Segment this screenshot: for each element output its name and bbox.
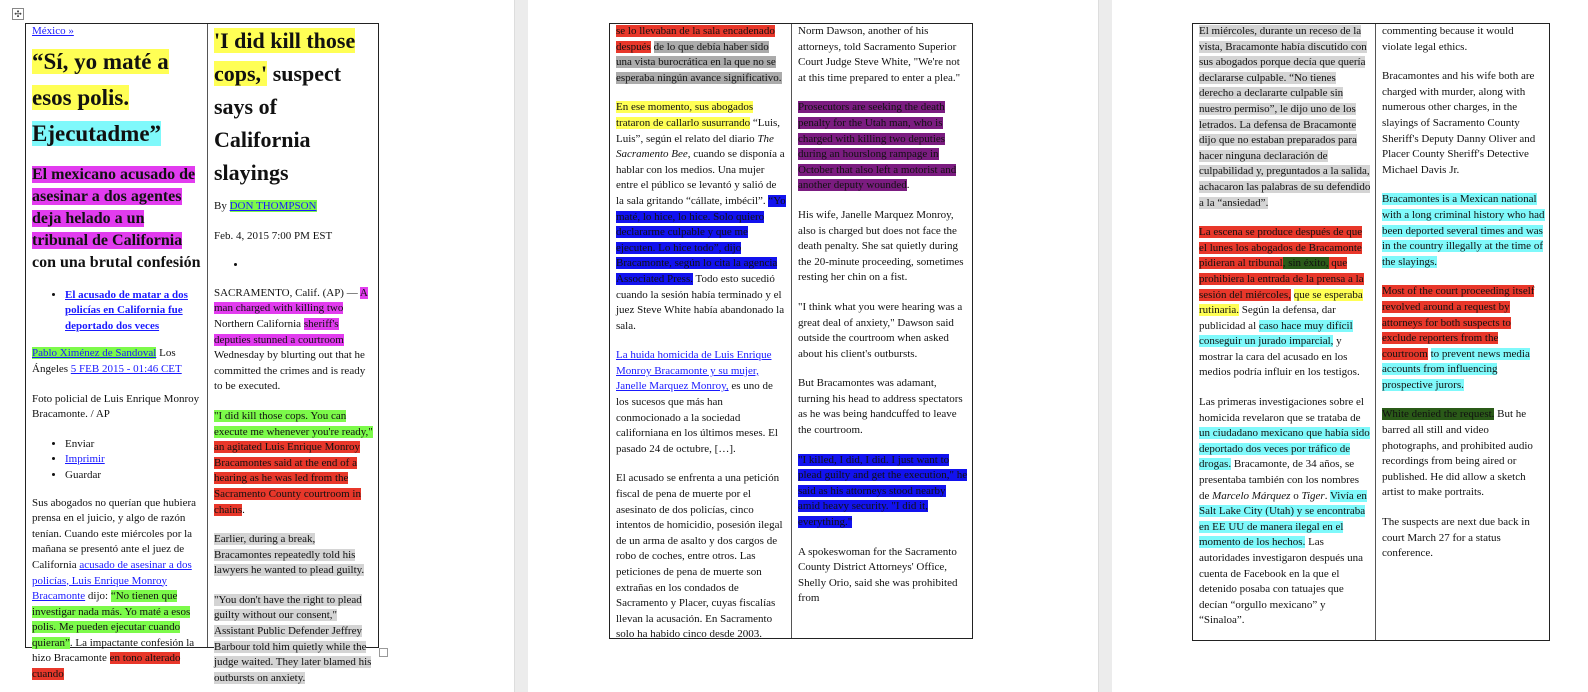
paragraph	[616, 24, 787, 86]
table-cell-english[interactable]	[207, 24, 378, 684]
paragraph	[616, 348, 787, 457]
text-run: Los Ángeles	[32, 347, 176, 375]
highlighted-text: se lo llevaban de la sala encadenado después	[616, 25, 775, 53]
paragraph	[616, 471, 787, 643]
text-run: Enviar	[65, 437, 95, 450]
paragraph	[616, 100, 787, 334]
document-page-3	[1112, 0, 1588, 692]
link[interactable]: El acusado de matar a dos policías en California fue deportado dos veces	[65, 288, 188, 332]
highlighted-text: Bracamontes is a Mexican national with a long criminal history who had been deported several times and was in the country illegally at the time of the slayings.	[1382, 193, 1545, 268]
text-run: dijo:	[85, 590, 111, 603]
paragraph	[1382, 24, 1545, 55]
text-run: es uno de los sucesos que más han conmocionado a la sociedad californiana en los últimos meses. El pasado 24 de octubre, […].	[616, 380, 778, 455]
highlighted-text: que se esperaba rutinaria.	[1199, 288, 1363, 317]
paragraph	[214, 532, 374, 579]
highlighted-text: El miércoles, durante un receso de la vista, Bracamonte había discutido con sus abogados porque decía que quería declararse culpable. “No tienes derecho a declararte culpable sin nuestro permiso”, le dijo uno de los letrados. La defensa de Bracamonte dijo que no estaban preparados para hacer ninguna declaración de culpabilidad y, preguntados a la salida, achacaron las palabras de su defendido a la “ansiedad”.	[1199, 25, 1371, 209]
table-cell-spanish[interactable]	[610, 24, 791, 641]
text-run: Foto policial de Luis Enrique Monroy Bracamonte. / AP	[32, 392, 200, 421]
highlighted-text: 'I did kill those cops,'	[214, 28, 356, 86]
highlighted-text: un ciudadano mexicano que había sido deportado dos veces por tráfico de drogas.	[1199, 427, 1370, 471]
text-run: , cuando se disponía a hablar con los medios. Una mujer entre el público se levantó y salió de la sala gritando “cállate, imbécil”.	[616, 148, 785, 207]
text-run: Todo esto sucedió cuando la sesión había terminado y el juez Steve White había abandonado la sala.	[616, 272, 785, 332]
text-run: By	[214, 200, 230, 212]
paragraph	[798, 300, 968, 362]
text-run: .	[242, 503, 245, 516]
table-cell-english[interactable]	[791, 24, 972, 638]
text-run: .	[906, 179, 910, 192]
breadcrumb	[32, 24, 203, 40]
paragraph	[1382, 69, 1545, 178]
text-run: Sus abogados no querían que hubiera prensa en el juicio, y algo de razón tenían. Cuando este miércoles por la mañana se presentó ante el juez de California	[32, 496, 197, 571]
paragraph	[798, 545, 968, 607]
link[interactable]: acusado de asesinar a dos policías, Luis Enrique Monroy Bracamonte	[32, 558, 192, 603]
highlighted-text: A man charged with killing two	[214, 286, 368, 315]
text-run: His wife, Janelle Marquez Monroy, also is charged but does not face the death penalty. She sat quietly during the 20-minute proceeding, sometimes resting her chin on a fist.	[798, 208, 964, 284]
text-run: Norm Dawson, another of his attorneys, told Sacramento Superior Court Judge Steve White, "We're not at this time prepared to enter a plea."	[798, 25, 961, 84]
paragraph	[798, 376, 968, 438]
table-cell-spanish[interactable]	[1193, 24, 1375, 640]
highlighted-text: "I did kill those cops. You can execute me whenever you're ready,"	[214, 409, 373, 438]
list-item	[65, 452, 203, 468]
paragraph	[1382, 192, 1545, 270]
table-move-handle-icon[interactable]: ✣	[12, 8, 24, 20]
text-run: y mostrar la cara del acusado en los medios podría influir en los testigos.	[1199, 335, 1360, 379]
paragraph	[214, 286, 374, 395]
text-run: The Sacramento Bee	[616, 132, 774, 161]
list-item	[65, 288, 203, 335]
text-run: Según la defensa, dar publicidad al	[1199, 304, 1336, 332]
paragraph	[1199, 24, 1371, 211]
text-run: Bracamontes and his wife both are charged with murder, along with numerous other charges, in the slayings of Sacramento County Sheriff's Deputy Danny Oliver and Placer County Sheriff's Detective Michael Davis Jr.	[1382, 70, 1536, 176]
paragraph	[1382, 284, 1545, 393]
text-run: con una brutal confesión	[32, 253, 201, 271]
text-run: Bracamonte, de 34 años, se presentaba también con los nombres de	[1199, 458, 1360, 502]
text-run: Las primeras investigaciones sobre el homicida revelaron que se trataba de	[1199, 396, 1364, 424]
highlighted-text: En ese momento, sus abogados trataron de callarlo susurrando	[616, 101, 754, 129]
text-run: "I think what you were hearing was a great deal of anxiety," Dawson said outside the courtroom when asked about his client's outbursts.	[798, 300, 963, 360]
highlighted-text: que prohibiera la entrada de la prensa a la sesión del miércoles,	[1199, 257, 1364, 301]
text-run: The suspects are next due back in court March 27 for a status conference.	[1382, 516, 1530, 560]
paragraph	[214, 229, 374, 245]
paragraph	[1199, 225, 1371, 381]
text-run: El acusado se enfrenta a una petición fiscal de pena de muerte por el asesinato de dos policías, cinco intentos de homicidio, posesión ilegal de un arma de asalto y dos cargos de robo de coches, entre otros. Las peticiones de pena de muerte son extrañas en los condados de Sacramento y Placer, cuyas fiscalías llevan la acusación. En Sacramento solo ha habido cinco desde 2003.	[616, 472, 783, 641]
text-run: . La impactante confesión la hizo Bracamonte	[32, 636, 195, 665]
paragraph	[32, 496, 203, 683]
document-page-1	[0, 0, 521, 692]
paragraph	[32, 346, 203, 377]
article-table-3	[1192, 23, 1550, 641]
text-run: Las autoridades investigaron después una cuenta de Facebook en la que el detenido posaba con tatuajes que decían “orgullo mexicano” y “Sinaloa”.	[1199, 536, 1364, 627]
bullet-list	[214, 258, 374, 274]
link[interactable]: Imprimir	[65, 453, 105, 466]
page-gap	[514, 0, 529, 692]
bullet-list	[32, 288, 203, 335]
highlighted-text: Vivía en Salt Lake City (Utah) y se encontraba en EE UU de manera ilegal en el momento de los hechos.	[1199, 489, 1367, 549]
text-run: But Bracamontes was adamant, turning his head to address spectators as he was being handcuffed to leave the courtroom.	[798, 377, 963, 437]
highlighted-text: sheriff's deputies stunned a courtroom	[214, 317, 344, 346]
text-run: SACRAMENTO, Calif. (AP) —	[214, 286, 360, 299]
link[interactable]: La huida homicida de Luis Enrique Monroy Bracamonte y su mujer, Janelle Marquez Monroy,	[616, 349, 772, 393]
text-run: Wednesday by blurting out that he committed the crimes and is ready to be executed.	[214, 349, 366, 393]
text-run: Marcelo Márquez	[1212, 489, 1291, 502]
highlighted-text: caso hace muy difícil conseguir un jurado imparcial,	[1199, 319, 1353, 348]
text-run: A spokeswoman for the Sacramento County District Attorneys' Office, Shelly Orio, said she was prohibited from	[798, 545, 958, 605]
table-resize-handle[interactable]	[379, 648, 388, 657]
text-run: Feb. 4, 2015 7:00 PM EST	[214, 229, 333, 242]
list-item	[65, 468, 203, 484]
paragraph	[1199, 395, 1371, 629]
text-run: suspect says of California slayings	[214, 61, 342, 185]
text-run: Tiger	[1301, 489, 1325, 502]
highlighted-text: “Yo maté, lo hice, lo hice. Solo quiero declararme culpable y que me ejecuten. Lo hice todo”, dijo Bracamonte, según lo cita la agencia Associated Press.	[616, 194, 786, 285]
paragraph	[32, 392, 203, 423]
table-cell-spanish[interactable]	[26, 24, 207, 681]
paragraph	[214, 199, 374, 215]
link[interactable]: Pablo Ximénez de Sandoval	[32, 347, 157, 360]
highlighted-text: El mexicano acusado de asesinar a dos agentes deja helado a un tribunal de California	[32, 165, 196, 249]
paragraph	[798, 208, 968, 286]
highlighted-text: en tono alterado cuando	[32, 652, 181, 681]
highlighted-text: White denied the request.	[1382, 408, 1495, 421]
text-run: But he barred all still and video photographs, and prohibited audio recordings from being aired or published. He did allow a sketch artist to make portraits.	[1382, 408, 1533, 499]
article-headline	[32, 44, 203, 152]
text-run: commenting because it would violate legal ethics.	[1382, 25, 1514, 53]
paragraph	[798, 453, 968, 531]
text-run: .	[1324, 489, 1330, 502]
highlighted-text: de lo que debía haber sido una vista burocrática en la que no se esperaba ningún avance significativo.	[616, 40, 782, 84]
highlighted-text: “No tienen que investigar nada más. Yo maté a esos polis. Me pueden ejecutar cuando quieran”	[32, 590, 191, 649]
list-item	[65, 437, 203, 453]
highlighted-text: Most of the court proceeding itself revolved around a request by attorneys for both suspects to exclude reporters from the courtroom	[1382, 285, 1535, 360]
paragraph	[1382, 407, 1545, 501]
highlighted-text: La escena se produce después de que el lunes los abogados de Bracamonte pidieran al tribunal	[1199, 226, 1363, 270]
paragraph	[798, 24, 968, 86]
table-cell-english[interactable]	[1375, 24, 1549, 640]
text-run: “Luis, Luis”, según el relato del diario	[616, 116, 781, 145]
highlighted-text: "You don't have the right to plead guilty without our consent," Assistant Public Defender Jeffrey Barbour told him quietly while the judge waited. They later blamed his outbursts on anxiety.	[214, 593, 372, 684]
bullet-list	[32, 437, 203, 484]
article-table-1	[25, 23, 379, 684]
list-item	[247, 258, 374, 274]
text-run: o	[1290, 489, 1302, 502]
highlighted-text: an agitated Luis Enrique Monroy Bracamontes said at the end of a hearing as he was led from the Sacramento County courtroom in chains	[214, 441, 361, 516]
paragraph	[1382, 515, 1545, 562]
highlighted-text: Earlier, during a break, Bracamontes repeatedly told his lawyers he wanted to plead guilty.	[214, 533, 365, 577]
highlighted-text: “Sí, yo maté a esos polis.	[32, 48, 169, 110]
link[interactable]: México »	[32, 25, 74, 37]
paragraph	[798, 100, 968, 194]
document-page-2	[528, 0, 1098, 692]
link[interactable]: 5 FEB 2015 - 01:46 CET	[70, 362, 182, 375]
highlighted-text: "I killed, I did, I did. I just want to plead guilty and get the execution," he said as his attorneys stood nearby amid heavy security. "I did it, everything."	[798, 453, 968, 529]
paragraph	[214, 409, 374, 518]
page-gap	[1098, 0, 1113, 692]
text-run: Northern California	[214, 317, 304, 330]
link[interactable]: DON THOMPSON	[229, 200, 317, 212]
highlighted-text: Ejecutadme”	[32, 120, 162, 146]
article-subheadline	[32, 164, 203, 274]
highlighted-text: Prosecutors are seeking the death penalty for the Utah man, who is charged with killing two deputies during an hourslong rampage in October that also left a motorist and another deputy wounded	[798, 101, 957, 192]
article-table-2	[609, 23, 973, 639]
paragraph	[214, 593, 374, 687]
highlighted-text: to prevent news media accounts from influencing prospective jurors.	[1382, 347, 1530, 391]
highlighted-text: , sin éxito,	[1282, 257, 1329, 270]
article-headline	[214, 24, 374, 189]
text-run: Guardar	[65, 468, 102, 481]
